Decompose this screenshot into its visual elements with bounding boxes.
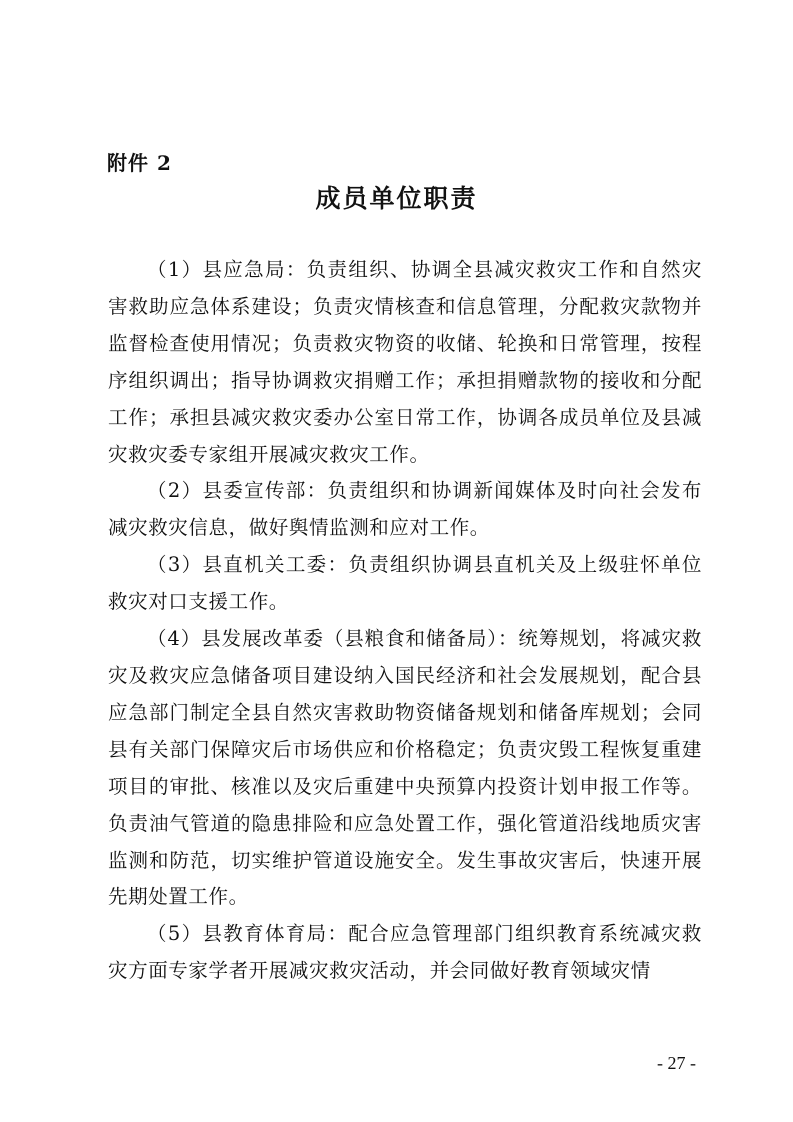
paragraph-development-reform-commission: （4）县发展改革委（县粮食和储备局）：统筹规划，将减灾救灾及救灾应急储备项目建设纳入国民经济和社会发展规划，配合县应急部门制定全县自然灾害救助物资储备规划和储备库规划；会同县有关部门保障灾后市场供应和价格稳定；负责灾毁工程恢复重建项目的审批、核准以及灾后重建中央预算内投资计划申报工作等。负责油气管道的隐患排险和应急处置工作，强化管道沿线地质灾害监测和防范，切实维护管道设施安全。发生事故灾害后，快速开展先期处置工作。 <box>108 627 702 909</box>
paragraph-direct-organs-work-committee: （3）县直机关工委：负责组织协调县直机关及上级驻怀单位救灾对口支援工作。 <box>108 553 702 614</box>
attachment-label: 附件 2 <box>107 151 172 175</box>
page-number: - 27 - <box>657 1053 696 1073</box>
paragraph-propaganda-department: （2）县委宣传部：负责组织和协调新闻媒体及时向社会发布减灾救灾信息，做好舆情监测和应对工作。 <box>108 479 702 540</box>
document-body <box>108 252 702 990</box>
paragraph-education-sports-bureau: （5）县教育体育局：配合应急管理部门组织教育系统减灾救灾方面专家学者开展减灾救灾活动，并会同做好教育领域灾情 <box>108 922 702 983</box>
document-title: 成员单位职责 <box>315 184 478 213</box>
paragraph-county-emergency-bureau: （1）县应急局：负责组织、协调全县减灾救灾工作和自然灾害救助应急体系建设；负责灾情核查和信息管理，分配救灾款物并监督检查使用情况；负责救灾物资的收储、轮换和日常管理，按程序组织调出；指导协调救灾捐赠工作；承担捐赠款物的接收和分配工作；承担县减灾救灾委办公室日常工作，协调各成员单位及县减灾救灾委专家组开展减灾救灾工作。 <box>108 258 702 466</box>
